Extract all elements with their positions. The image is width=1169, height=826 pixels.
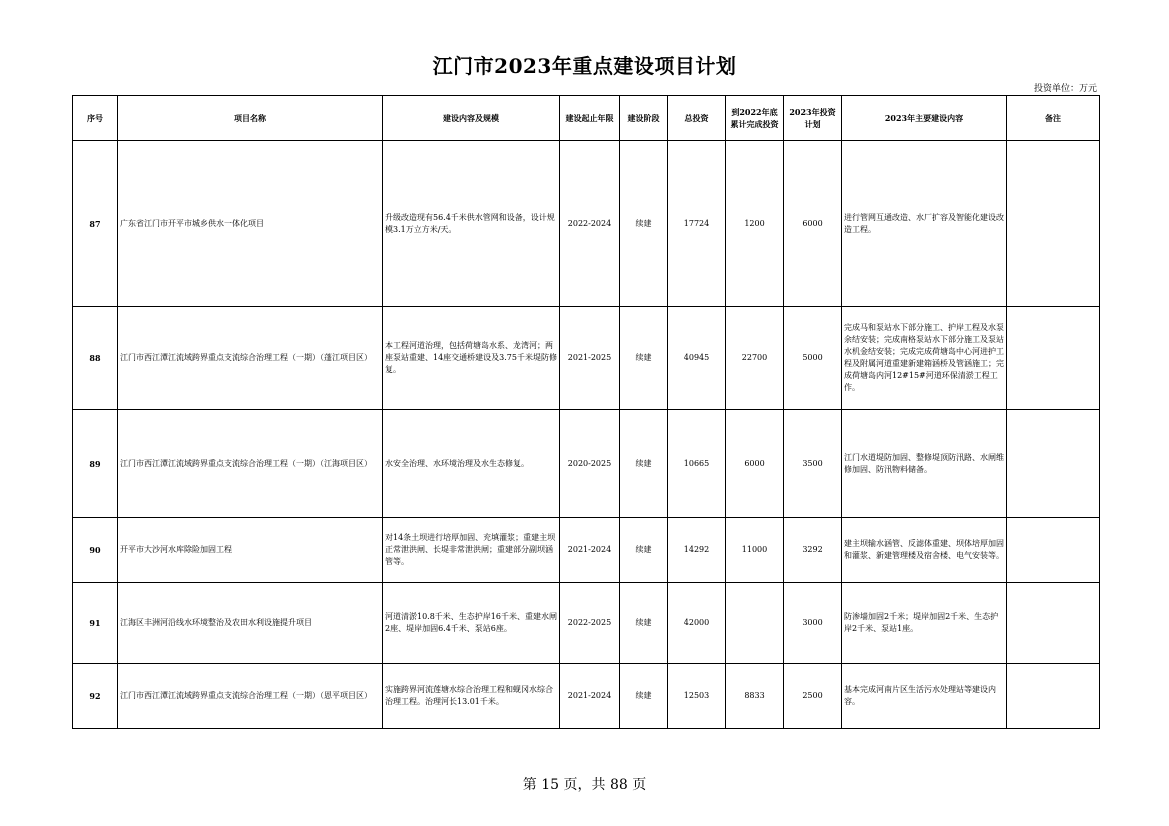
header-plan: 2023年投资计划 <box>784 96 842 141</box>
row-no: 91 <box>73 583 118 664</box>
row-no: 88 <box>73 307 118 410</box>
row-period: 2021-2024 <box>560 518 620 583</box>
header-no: 序号 <box>73 96 118 141</box>
row-scale: 水安全治理、水环境治理及水生态修复。 <box>383 410 560 518</box>
row-no: 89 <box>73 410 118 518</box>
row-plan: 3292 <box>784 518 842 583</box>
row-plan: 6000 <box>784 141 842 307</box>
row-stage: 续建 <box>620 583 668 664</box>
row-content: 完成马和泵站水下部分施工、护岸工程及水泵余结安装；完成南格泵站水下部分施工及泵站水机金结安装；完成完成荷塘岛中心河进护工程及附属河道重建新建箱涵桥及管涵施工；完成荷塘岛内河12#15#河道环保清淤工程工作。 <box>842 307 1007 410</box>
header-stage: 建设阶段 <box>620 96 668 141</box>
row-total: 42000 <box>668 583 726 664</box>
row-remark <box>1007 307 1100 410</box>
row-content: 进行管网互通改造、水厂扩容及智能化建设改造工程。 <box>842 141 1007 307</box>
row-total: 12503 <box>668 664 726 729</box>
row-plan: 3000 <box>784 583 842 664</box>
row-total: 40945 <box>668 307 726 410</box>
row-scale: 实施跨界河流莲塘水综合治理工程和蚬冈水综合治理工程。治理河长13.01千米。 <box>383 664 560 729</box>
row-remark <box>1007 410 1100 518</box>
table-row <box>73 410 1100 518</box>
row-no: 92 <box>73 664 118 729</box>
row-scale: 对14条土坝进行培厚加固、充填灌浆；重建主坝正常泄洪闸、长堤非常泄洪闸；重建部分副坝涵管等。 <box>383 518 560 583</box>
table-header-row <box>73 96 1100 141</box>
table-row <box>73 141 1100 307</box>
row-stage: 续建 <box>620 518 668 583</box>
page-footer: 第 15 页，共 88 页 <box>522 777 647 793</box>
row-plan: 5000 <box>784 307 842 410</box>
row-name: 江门市西江潭江流域跨界重点支流综合治理工程（一期）（恩平项目区） <box>118 664 383 729</box>
row-period: 2022-2025 <box>560 583 620 664</box>
row-plan: 3500 <box>784 410 842 518</box>
row-name: 江海区丰洲河沿线水环境整治及农田水利设施提升项目 <box>118 583 383 664</box>
header-scale: 建设内容及规模 <box>383 96 560 141</box>
row-content: 基本完成河南片区生活污水处理站等建设内容。 <box>842 664 1007 729</box>
header-remark: 备注 <box>1007 96 1100 141</box>
row-stage: 续建 <box>620 307 668 410</box>
row-done: 1200 <box>726 141 784 307</box>
row-stage: 续建 <box>620 410 668 518</box>
header-done: 到2022年底累计完成投资 <box>726 96 784 141</box>
row-no: 90 <box>73 518 118 583</box>
row-name: 广东省江门市开平市城乡供水一体化项目 <box>118 141 383 307</box>
row-scale: 本工程河道治理，包括荷塘岛水系、龙湾河；两座泵站重建、14座交通桥建设及3.75千米堤防修复。 <box>383 307 560 410</box>
row-period: 2021-2025 <box>560 307 620 410</box>
header-total: 总投资 <box>668 96 726 141</box>
row-done: 22700 <box>726 307 784 410</box>
table-row <box>73 307 1100 410</box>
row-content: 江门水道堤防加固、整修堤顶防汛路、水闸维修加固、防汛物料储备。 <box>842 410 1007 518</box>
project-table <box>72 95 1100 729</box>
header-name: 项目名称 <box>118 96 383 141</box>
table-row <box>73 518 1100 583</box>
row-stage: 续建 <box>620 664 668 729</box>
row-period: 2021-2024 <box>560 664 620 729</box>
table-row <box>73 664 1100 729</box>
table-row <box>73 583 1100 664</box>
header-content: 2023年主要建设内容 <box>842 96 1007 141</box>
row-done <box>726 583 784 664</box>
row-name: 江门市西江潭江流域跨界重点支流综合治理工程（一期）（江海项目区） <box>118 410 383 518</box>
row-name: 开平市大沙河水库除险加固工程 <box>118 518 383 583</box>
page-title: 江门市2023年重点建设项目计划 <box>432 54 737 78</box>
row-done: 6000 <box>726 410 784 518</box>
row-scale: 升级改造现有56.4千米供水管网和设备，设计规模3.1万立方米/天。 <box>383 141 560 307</box>
row-done: 11000 <box>726 518 784 583</box>
unit-note: 投资单位：万元 <box>1033 84 1097 94</box>
row-remark <box>1007 141 1100 307</box>
row-remark <box>1007 664 1100 729</box>
row-content: 防渗墙加固2千米；堤岸加固2千米、生态护岸2千米、泵站1座。 <box>842 583 1007 664</box>
row-remark <box>1007 518 1100 583</box>
row-no: 87 <box>73 141 118 307</box>
row-scale: 河道清淤10.8千米、生态护岸16千米、重建水闸2座、堤岸加固6.4千米、泵站6座。 <box>383 583 560 664</box>
row-total: 14292 <box>668 518 726 583</box>
row-remark <box>1007 583 1100 664</box>
row-content: 建主坝输水涵管、反滤体重建、坝体培厚加固和灌浆、新建管理楼及宿舍楼、电气安装等。 <box>842 518 1007 583</box>
row-period: 2022-2024 <box>560 141 620 307</box>
header-period: 建设起止年限 <box>560 96 620 141</box>
row-name: 江门市西江潭江流域跨界重点支流综合治理工程（一期）（蓬江项目区） <box>118 307 383 410</box>
row-plan: 2500 <box>784 664 842 729</box>
row-stage: 续建 <box>620 141 668 307</box>
row-period: 2020-2025 <box>560 410 620 518</box>
row-total: 10665 <box>668 410 726 518</box>
row-done: 8833 <box>726 664 784 729</box>
row-total: 17724 <box>668 141 726 307</box>
